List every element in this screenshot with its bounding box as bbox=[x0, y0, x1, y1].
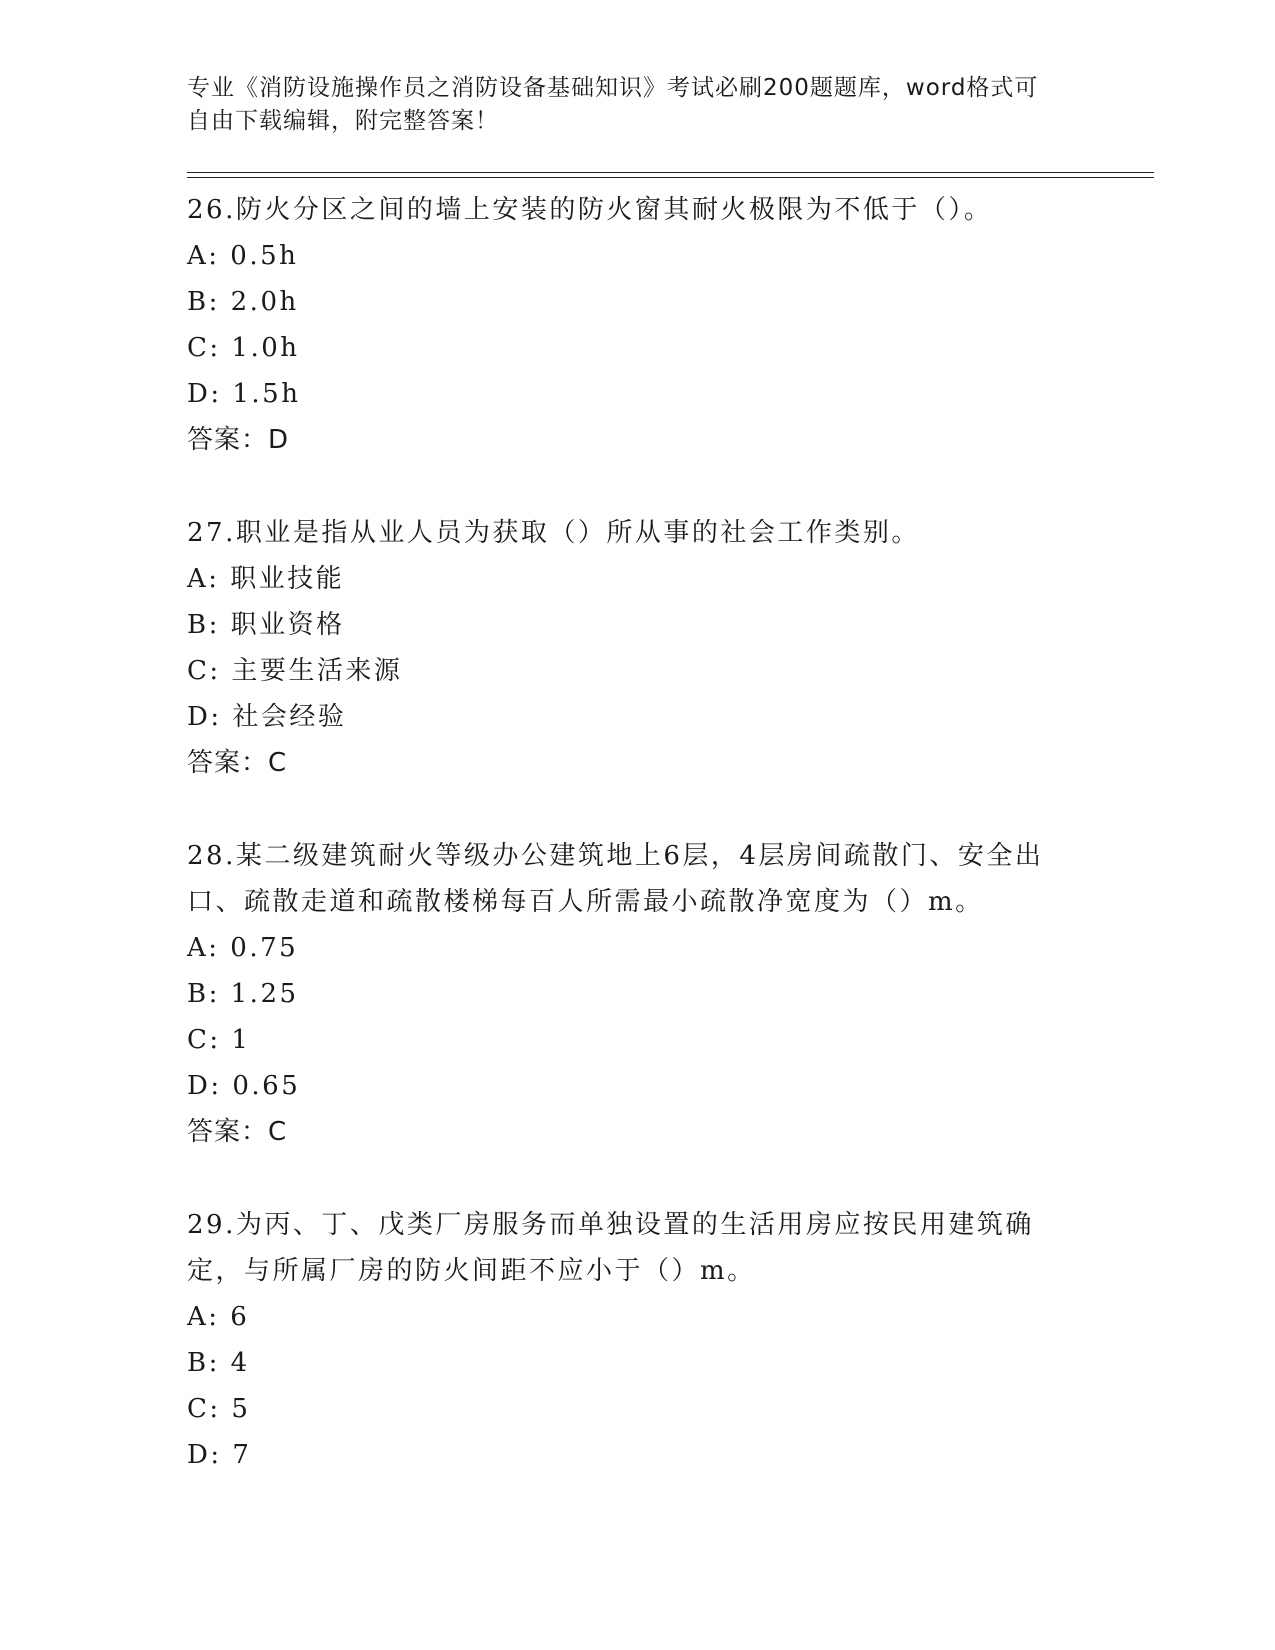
question-26 bbox=[187, 187, 1087, 463]
document-header bbox=[187, 72, 1067, 138]
question-29 bbox=[187, 1202, 1087, 1478]
option-d: D: 社会经验 bbox=[187, 702, 347, 732]
option-c: C: 1 bbox=[187, 1025, 251, 1055]
question-28 bbox=[187, 833, 1087, 1155]
option-b: B: 1.25 bbox=[187, 979, 299, 1009]
question-stem: 29.为丙、丁、戊类厂房服务而单独设置的生活用房应按民用建筑确定，与所属厂房的防火间距不应小于（）m。 bbox=[187, 1210, 1034, 1286]
option-c: C: 5 bbox=[187, 1394, 251, 1424]
option-a: A: 职业技能 bbox=[187, 564, 345, 594]
header-divider-bottom bbox=[187, 177, 1154, 178]
answer-line: 答案：C bbox=[187, 748, 288, 778]
option-d: D: 7 bbox=[187, 1440, 252, 1470]
option-b: B: 2.0h bbox=[187, 287, 299, 317]
option-b: B: 职业资格 bbox=[187, 610, 345, 640]
option-c: C: 主要生活来源 bbox=[187, 656, 403, 686]
header-divider-top bbox=[187, 172, 1154, 173]
question-list bbox=[187, 187, 1087, 1525]
option-d: D: 1.5h bbox=[187, 379, 301, 409]
option-a: A: 0.5h bbox=[187, 241, 299, 271]
option-c: C: 1.0h bbox=[187, 333, 300, 363]
header-line-1: 专业《消防设施操作员之消防设备基础知识》考试必刷200题题库，word格式可 bbox=[187, 75, 1039, 101]
header-line-2: 自由下载编辑，附完整答案！ bbox=[187, 108, 499, 134]
option-a: A: 0.75 bbox=[187, 933, 299, 963]
option-a: A: 6 bbox=[187, 1302, 250, 1332]
question-stem: 27.职业是指从业人员为获取（）所从事的社会工作类别。 bbox=[187, 518, 920, 548]
question-stem: 28.某二级建筑耐火等级办公建筑地上6层，4层房间疏散门、安全出口、疏散走道和疏散楼梯每百人所需最小疏散净宽度为（）m。 bbox=[187, 841, 1044, 917]
answer-line: 答案：D bbox=[187, 425, 290, 455]
question-stem: 26.防火分区之间的墙上安装的防火窗其耐火极限为不低于（）。 bbox=[187, 195, 993, 225]
question-27 bbox=[187, 510, 1087, 786]
answer-line: 答案：C bbox=[187, 1117, 288, 1147]
option-b: B: 4 bbox=[187, 1348, 250, 1378]
option-d: D: 0.65 bbox=[187, 1071, 301, 1101]
